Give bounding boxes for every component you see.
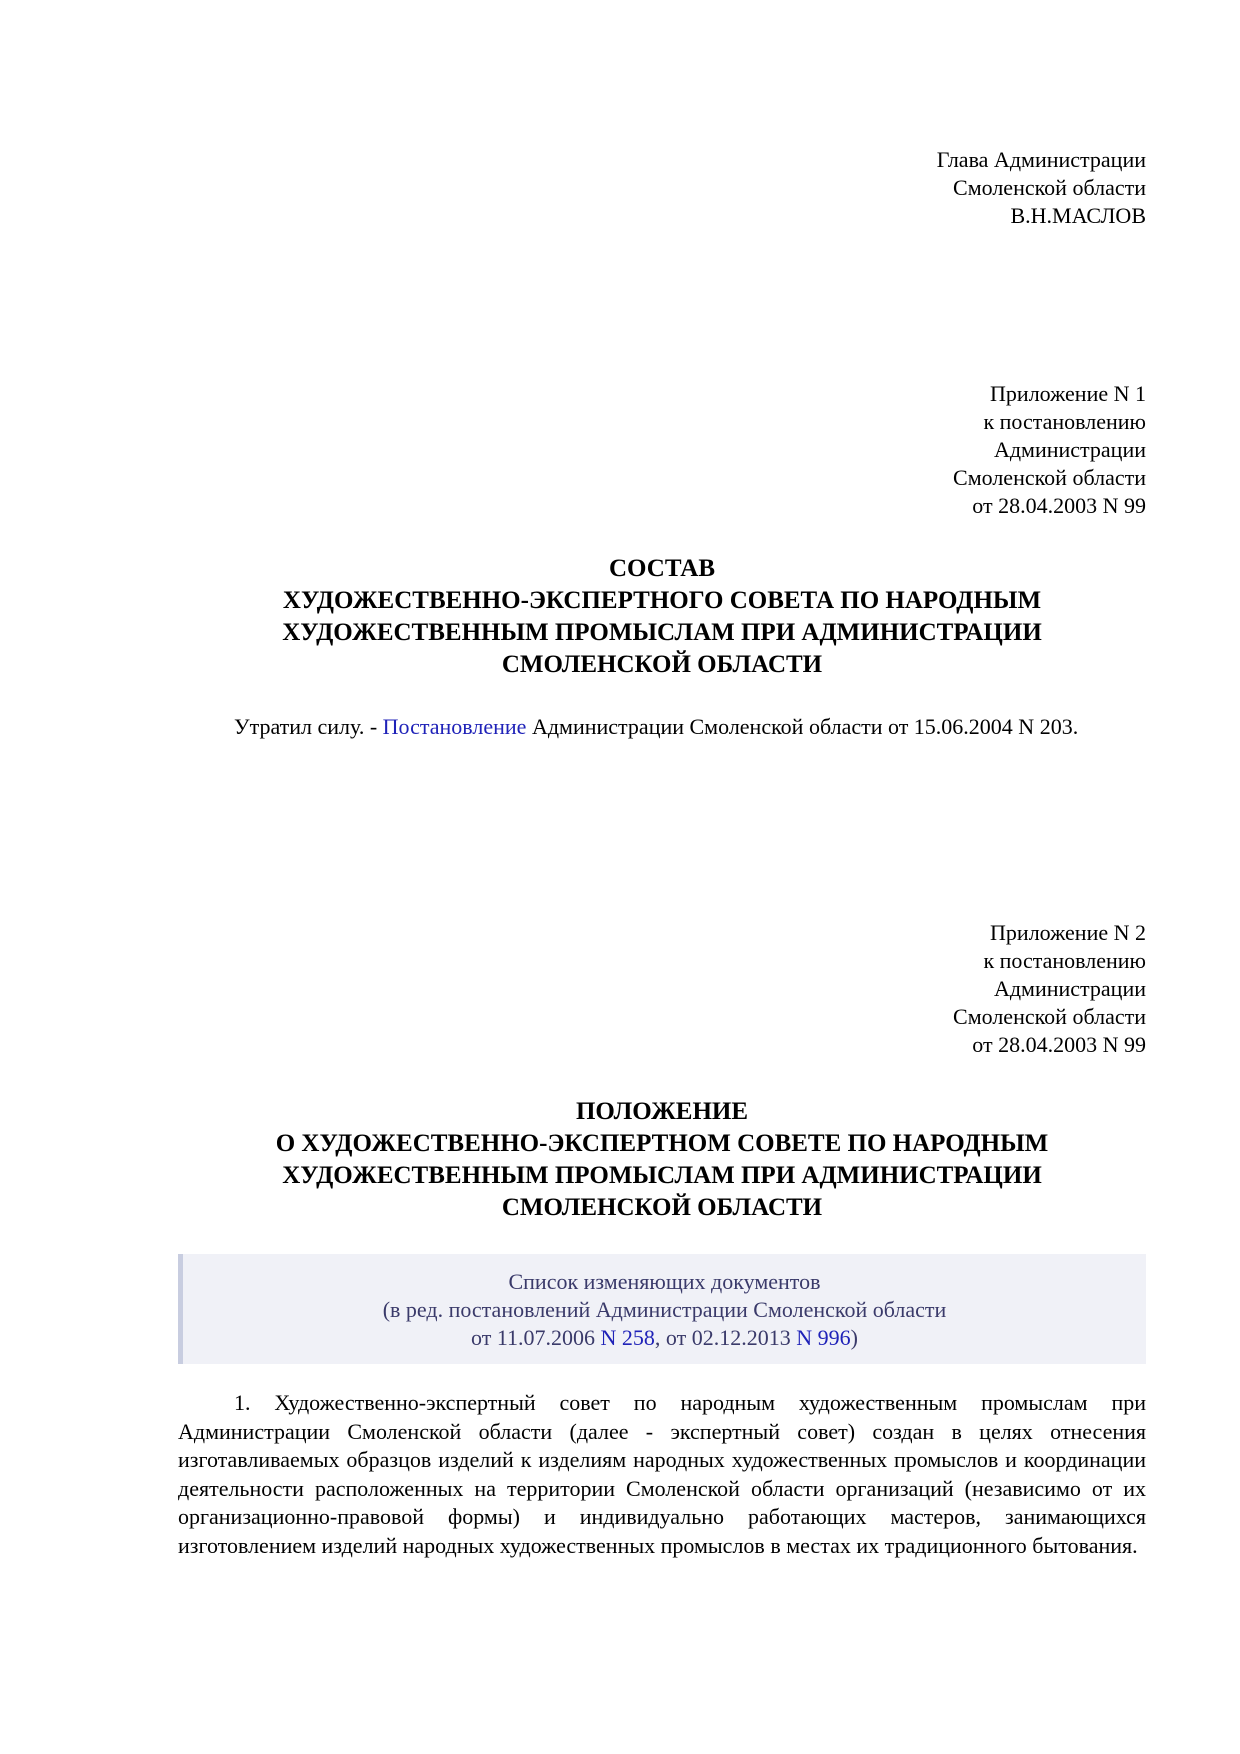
composition-title-line: ХУДОЖЕСТВЕННО-ЭКСПЕРТНОГО СОВЕТА ПО НАРОДНЫМ [282, 587, 1042, 614]
signature-name: В.Н.МАСЛОВ [1010, 203, 1146, 228]
resolution-258-link[interactable]: N 258 [600, 1325, 655, 1350]
annex-2-date: от 28.04.2003 N 99 [972, 1032, 1146, 1057]
annex-2-number: Приложение N 2 [990, 920, 1146, 945]
annex-1-number: Приложение N 1 [990, 381, 1146, 406]
regulation-title [178, 1096, 1146, 1224]
composition-title-line: СОСТАВ [608, 555, 716, 582]
lost-force-suffix: Администрации Смоленской области от 15.06.2004 N 203. [526, 714, 1079, 739]
composition-title-line: ХУДОЖЕСТВЕННЫМ ПРОМЫСЛАМ ПРИ АДМИНИСТРАЦИИ [282, 619, 1042, 646]
composition-title [178, 553, 1146, 681]
amending-documents-line [183, 1324, 1146, 1352]
regulation-title-line: ПОЛОЖЕНИЕ [575, 1098, 749, 1125]
lost-force-note [178, 713, 1146, 741]
annex-1-line: к постановлению [983, 409, 1146, 434]
amending-prefix: от 11.07.2006 [471, 1325, 601, 1350]
amending-mid: , от 02.12.2013 [654, 1325, 797, 1350]
amending-documents-line: (в ред. постановлений Администрации Смоленской области [382, 1297, 947, 1322]
resolution-996-link[interactable]: N 996 [796, 1325, 851, 1350]
amending-suffix: ) [850, 1325, 858, 1350]
annex-1-header [953, 380, 1146, 520]
resolution-link[interactable]: Постановление [382, 714, 527, 739]
signature-block [937, 146, 1146, 230]
annex-1-line: Администрации [993, 437, 1146, 462]
paragraph-1: 1. Художественно-экспертный совет по народным художественным промыслам при Администрации Смоленской области (далее - экспертный совет) создан в целях отнесения изготавливаемых образцов изделий к изделиям народных художественных промыслов и координации деятельности расположенных на территории Смоленской области организаций (независимо от их организационно-правовой формы) и индивидуально работающих мастеров, занимающихся изготовлением изделий народных художественных промыслов в местах их традиционного бытования. [178, 1390, 1146, 1558]
document-page [178, 0, 1146, 1754]
lost-force-prefix: Утратил силу. - [234, 714, 383, 739]
composition-title-line: СМОЛЕНСКОЙ ОБЛАСТИ [501, 651, 823, 678]
annex-1-line: Смоленской области [953, 465, 1146, 490]
annex-2-line: Смоленской области [953, 1004, 1146, 1029]
signature-line: Глава Администрации [936, 147, 1146, 172]
annex-1-date: от 28.04.2003 N 99 [972, 493, 1146, 518]
annex-2-header [953, 919, 1146, 1059]
annex-2-line: к постановлению [983, 948, 1146, 973]
amending-documents-box [178, 1254, 1146, 1364]
annex-2-line: Администрации [993, 976, 1146, 1001]
regulation-title-line: СМОЛЕНСКОЙ ОБЛАСТИ [501, 1194, 823, 1221]
signature-line: Смоленской области [953, 175, 1146, 200]
regulation-title-line: О ХУДОЖЕСТВЕННО-ЭКСПЕРТНОМ СОВЕТЕ ПО НАРОДНЫМ [275, 1130, 1049, 1157]
amending-documents-heading: Список изменяющих документов [508, 1269, 821, 1294]
regulation-title-line: ХУДОЖЕСТВЕННЫМ ПРОМЫСЛАМ ПРИ АДМИНИСТРАЦИИ [282, 1162, 1042, 1189]
